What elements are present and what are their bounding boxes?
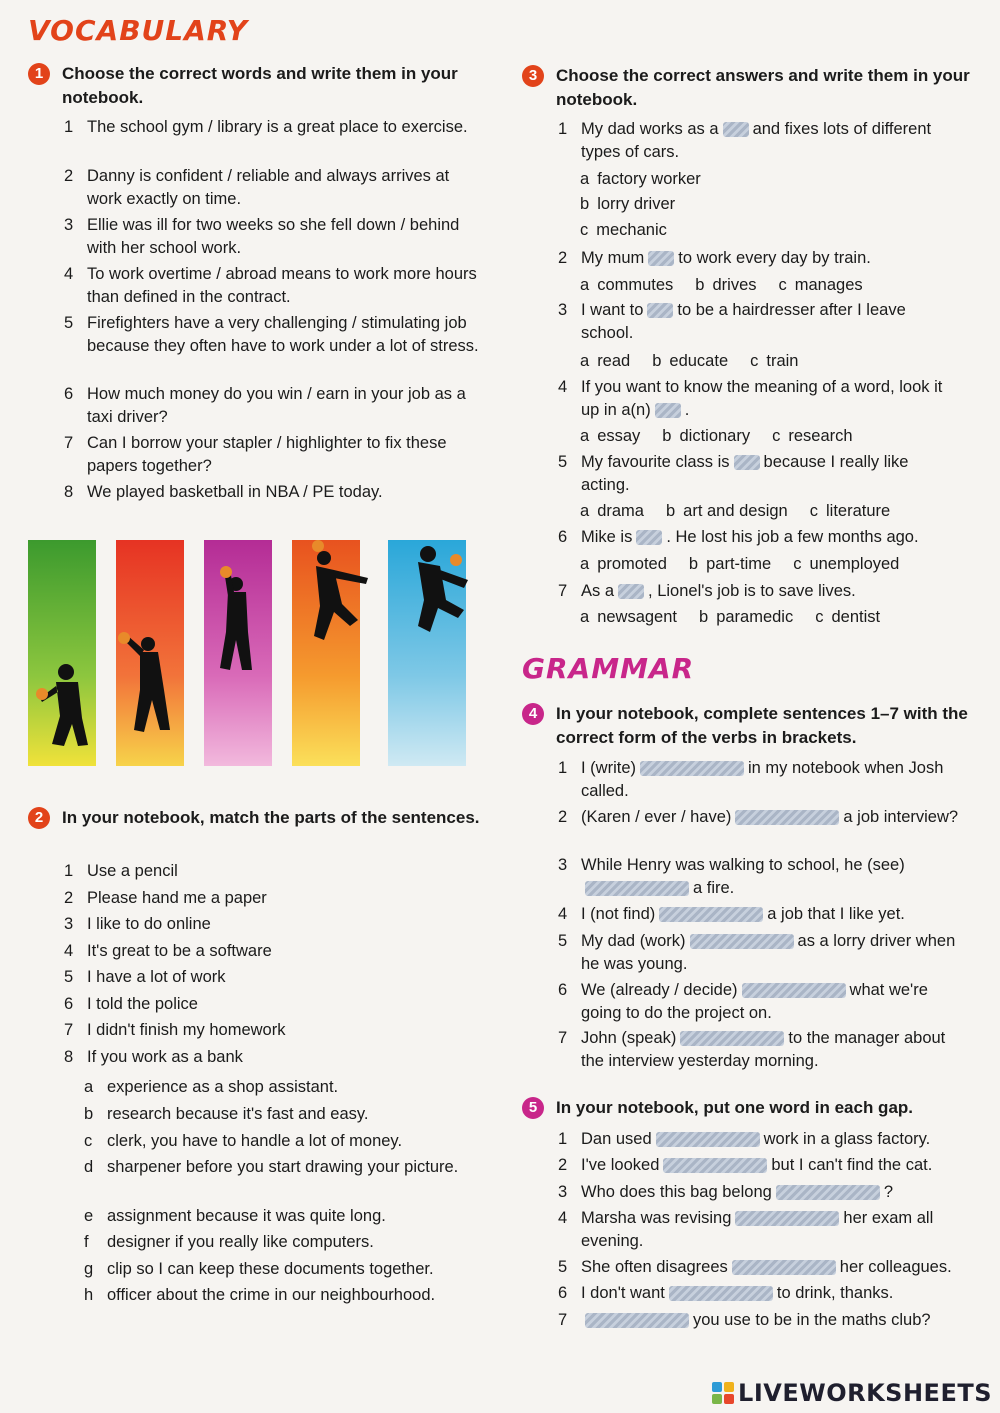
item-text: It's great to be a software xyxy=(87,941,272,960)
item-number: 5 xyxy=(64,968,74,986)
ex2-item xyxy=(64,940,484,963)
item-text: I don't want to drink, thanks. xyxy=(581,1284,894,1302)
item-number: 3 xyxy=(558,856,568,874)
item-text: Firefighters have a very challenging / stimulating job because they often have to work under a lot of stress. xyxy=(87,314,479,355)
item-text: Who does this bag belong ? xyxy=(581,1183,893,1201)
ex5-instruction: 5 In your notebook, put one word in each gap. xyxy=(522,1096,972,1120)
match-letter: e xyxy=(84,1207,94,1225)
item-text: As a , Lionel's job is to save lives. xyxy=(581,582,856,600)
ex1-item xyxy=(64,383,484,428)
item-text: I have a lot of work xyxy=(87,968,226,986)
ex3-option[interactable]: a newsagent xyxy=(580,608,677,626)
ex1-number: 1 xyxy=(28,63,50,85)
item-text: My dad (work) as a lorry driver when he was young. xyxy=(581,932,956,973)
answer-gap[interactable] xyxy=(585,1313,689,1328)
item-number: 5 xyxy=(64,314,74,332)
ex3-item xyxy=(558,580,958,603)
item-number: 5 xyxy=(558,453,568,471)
item-number: 6 xyxy=(558,528,568,546)
item-number: 1 xyxy=(64,862,74,880)
grammar-heading: GRAMMAR xyxy=(522,652,695,685)
ex2-match xyxy=(84,1130,484,1153)
answer-gap[interactable] xyxy=(655,403,681,418)
item-number: 7 xyxy=(64,434,74,452)
item-text: While Henry was walking to school, he (see)a fire. xyxy=(581,856,905,897)
item-text: Use a pencil xyxy=(87,862,178,880)
answer-gap[interactable] xyxy=(636,530,662,545)
match-letter: b xyxy=(84,1105,94,1123)
ex3-options-row xyxy=(580,274,863,296)
item-number: 2 xyxy=(558,808,568,826)
answer-gap[interactable] xyxy=(640,761,744,776)
ex2-match xyxy=(84,1205,484,1228)
item-number: 4 xyxy=(558,378,568,396)
ex5-item xyxy=(558,1309,973,1332)
ex3-options-row xyxy=(580,500,890,522)
ex3-option[interactable]: a essay xyxy=(580,427,641,445)
item-text: My mum to work every day by train. xyxy=(581,249,871,267)
ex3-option[interactable]: a drama xyxy=(580,502,644,520)
ex3-options-row xyxy=(580,606,880,628)
answer-gap[interactable] xyxy=(776,1185,880,1200)
ex4-number: 4 xyxy=(522,703,544,725)
item-text: Mike is . He lost his job a few months ago. xyxy=(581,528,919,546)
ex3-option[interactable]: c unemployed xyxy=(793,555,900,573)
ex2-item xyxy=(64,993,484,1016)
item-text: My favourite class is because I really like acting. xyxy=(581,453,909,494)
ex3-option[interactable]: b educate xyxy=(652,352,729,370)
answer-gap[interactable] xyxy=(647,303,673,318)
item-number: 7 xyxy=(558,582,568,600)
ex1-item xyxy=(64,432,484,477)
ex3-option[interactable]: b art and design xyxy=(665,502,788,520)
ex5-item xyxy=(558,1207,973,1252)
ex4-item xyxy=(558,930,968,975)
ex2-match xyxy=(84,1284,484,1307)
item-text: I want to to be a hairdresser after I leave school. xyxy=(581,301,906,342)
answer-gap[interactable] xyxy=(742,983,846,998)
item-text: I (write) in my notebook when Josh called. xyxy=(581,759,944,800)
ex3-options-row xyxy=(580,350,798,372)
item-number: 1 xyxy=(558,120,568,138)
answer-gap[interactable] xyxy=(659,907,763,922)
answer-gap[interactable] xyxy=(618,584,644,599)
item-number: 5 xyxy=(558,1258,568,1276)
ex3-option[interactable]: c dentist xyxy=(815,608,881,626)
ex2-match xyxy=(84,1258,484,1281)
item-text: Please hand me a paper xyxy=(87,888,267,907)
ex1-item xyxy=(64,214,484,259)
ex3-number: 3 xyxy=(522,65,544,87)
ex2-match xyxy=(84,1231,484,1254)
ex4-instruction: 4 In your notebook, complete sentences 1–7 with the correct form of the verbs in brackets. xyxy=(522,702,972,750)
item-text: We played basketball in NBA / PE today. xyxy=(87,483,383,501)
basketball-photo xyxy=(28,540,468,766)
ex3-option[interactable]: a read xyxy=(580,352,631,370)
match-letter: a xyxy=(84,1078,94,1096)
ex5-item xyxy=(558,1256,973,1279)
item-text: I (not find) a job that I like yet. xyxy=(581,905,905,923)
item-text: To work overtime / abroad means to work more hours than defined in the contract. xyxy=(87,265,477,306)
ex5-number: 5 xyxy=(522,1097,544,1119)
ex2-match xyxy=(84,1076,484,1099)
item-number: 3 xyxy=(558,1183,568,1201)
ex3-option[interactable]: c research xyxy=(772,427,853,445)
ex1-item xyxy=(64,165,484,210)
item-text: She often disagrees her colleagues. xyxy=(581,1258,952,1276)
answer-gap[interactable] xyxy=(669,1286,773,1301)
item-number: 7 xyxy=(558,1029,568,1047)
answer-gap[interactable] xyxy=(656,1132,760,1147)
ex3-option[interactable]: b part-time xyxy=(688,555,772,573)
item-text: I've looked but I can't find the cat. xyxy=(581,1156,933,1174)
match-text: sharpener before you start drawing your picture. xyxy=(107,1158,459,1176)
match-letter: c xyxy=(84,1132,93,1150)
ex5-item xyxy=(558,1128,973,1151)
ex5-item xyxy=(558,1282,973,1305)
ex3-item xyxy=(558,526,958,549)
item-number: 1 xyxy=(558,759,568,777)
answer-gap[interactable] xyxy=(648,251,674,266)
ex2-item xyxy=(64,913,484,936)
ex3-option[interactable]: b dictionary xyxy=(662,427,751,445)
match-text: clerk, you have to handle a lot of money. xyxy=(107,1132,403,1150)
ex4-item xyxy=(558,1027,968,1072)
ex3-option[interactable]: a factory worker xyxy=(580,170,701,188)
ex3-instruction: 3 Choose the correct answers and write them in your notebook. xyxy=(522,64,972,112)
ex3-options-row xyxy=(580,425,853,447)
item-number: 2 xyxy=(558,1156,568,1174)
ex2-item xyxy=(64,860,484,883)
answer-gap[interactable] xyxy=(732,1260,836,1275)
item-number: 5 xyxy=(558,932,568,950)
item-number: 2 xyxy=(558,249,568,267)
ex1-item xyxy=(64,263,484,308)
item-number: 6 xyxy=(64,385,74,403)
answer-gap[interactable] xyxy=(585,881,689,896)
ex2-item xyxy=(64,1019,484,1042)
answer-gap[interactable] xyxy=(735,1211,839,1226)
vocabulary-heading: VOCABULARY xyxy=(28,14,249,47)
ex2-item xyxy=(64,887,484,910)
ex4-item xyxy=(558,979,968,1024)
logo-text: LIVEWORKSHEETS xyxy=(738,1379,992,1407)
item-number: 8 xyxy=(64,483,74,501)
item-text: The school gym / library is a great place to exercise. xyxy=(87,118,468,136)
item-number: 1 xyxy=(64,118,74,136)
item-text: Can I borrow your stapler / highlighter to fix these papers together? xyxy=(87,434,447,475)
ex3-item xyxy=(558,118,958,163)
item-text: I didn't finish my homework xyxy=(87,1021,286,1039)
ex2-match xyxy=(84,1156,484,1179)
ex4-item xyxy=(558,854,968,899)
answer-gap[interactable] xyxy=(690,934,794,949)
ex1-item xyxy=(64,312,484,357)
item-number: 2 xyxy=(64,888,74,907)
item-text: How much money do you win / earn in your job as a taxi driver? xyxy=(87,385,466,426)
item-text: Danny is confident / reliable and always arrives at work exactly on time. xyxy=(87,167,450,208)
ex3-options-row xyxy=(580,553,899,575)
ex3-option[interactable]: c train xyxy=(750,352,799,370)
match-letter: f xyxy=(84,1233,89,1251)
answer-gap[interactable] xyxy=(663,1158,767,1173)
item-number: 7 xyxy=(558,1311,568,1329)
answer-gap[interactable] xyxy=(735,810,839,825)
ex3-item xyxy=(558,299,958,344)
ex3-item xyxy=(558,247,958,270)
item-text: If you want to know the meaning of a word, look it up in a(n) . xyxy=(581,378,943,419)
item-number: 3 xyxy=(64,915,74,933)
ex3-option[interactable]: c literature xyxy=(809,502,891,520)
item-text: John (speak) to the manager about the interview yesterday morning. xyxy=(581,1029,946,1070)
ex3-item xyxy=(558,376,958,421)
ex5-item xyxy=(558,1181,973,1204)
match-text: assignment because it was quite long. xyxy=(107,1207,386,1225)
match-letter: h xyxy=(84,1286,94,1304)
item-number: 7 xyxy=(64,1021,74,1039)
item-text: If you work as a bank xyxy=(87,1047,243,1066)
ex3-option[interactable]: c mechanic xyxy=(580,221,667,239)
ex1-item xyxy=(64,481,484,504)
item-text: (Karen / ever / have) a job interview? xyxy=(581,808,959,826)
ex2-instruction: 2 In your notebook, match the parts of the sentences. xyxy=(28,806,488,830)
ex3-option[interactable]: b lorry driver xyxy=(580,195,676,213)
answer-gap[interactable] xyxy=(680,1031,784,1046)
ex3-option[interactable]: c manages xyxy=(778,276,863,294)
item-number: 6 xyxy=(558,981,568,999)
match-text: designer if you really like computers. xyxy=(107,1233,374,1251)
ex2-match xyxy=(84,1103,484,1126)
logo-icon xyxy=(712,1382,734,1404)
item-text: Ellie was ill for two weeks so she fell down / behind with her school work. xyxy=(87,216,460,257)
item-number: 2 xyxy=(64,167,74,185)
ex4-item xyxy=(558,806,968,829)
item-text: Marsha was revising her exam all evening. xyxy=(581,1209,934,1250)
item-number: 3 xyxy=(558,301,568,319)
item-text: We (already / decide) what we're going to do the project on. xyxy=(581,981,928,1022)
item-number: 4 xyxy=(558,1209,568,1227)
ex3-option[interactable]: a promoted xyxy=(580,555,667,573)
item-number: 4 xyxy=(558,905,568,923)
match-text: officer about the crime in our neighbourhood. xyxy=(107,1286,436,1304)
item-text: My dad works as a and fixes lots of different types of cars. xyxy=(581,120,932,161)
item-number: 1 xyxy=(558,1130,568,1148)
item-number: 3 xyxy=(64,216,74,234)
ex4-item xyxy=(558,903,968,926)
item-text: I like to do online xyxy=(87,915,211,933)
ex4-item xyxy=(558,757,968,802)
item-text: I told the police xyxy=(87,994,198,1013)
match-letter: d xyxy=(84,1158,94,1176)
match-letter: g xyxy=(84,1260,94,1278)
item-number: 4 xyxy=(64,265,74,283)
ex2-number: 2 xyxy=(28,807,50,829)
ex2-item xyxy=(64,966,484,989)
ex5-item xyxy=(558,1154,973,1177)
item-number: 4 xyxy=(64,941,74,960)
item-number: 8 xyxy=(64,1047,74,1066)
ex2-item xyxy=(64,1046,484,1069)
match-text: research because it's fast and easy. xyxy=(107,1105,369,1123)
ex3-option[interactable]: b paramedic xyxy=(699,608,794,626)
match-text: experience as a shop assistant. xyxy=(107,1078,339,1096)
match-text: clip so I can keep these documents together. xyxy=(107,1260,434,1278)
item-number: 6 xyxy=(64,994,74,1013)
liveworksheets-logo xyxy=(712,1379,992,1407)
ex1-item xyxy=(64,116,484,139)
ex3-item xyxy=(558,451,958,496)
answer-gap[interactable] xyxy=(723,122,749,137)
item-text: Dan used work in a glass factory. xyxy=(581,1130,931,1148)
ex3-option[interactable]: b drives xyxy=(695,276,757,294)
item-text: you use to be in the maths club? xyxy=(558,1309,973,1332)
ex1-instruction: 1 Choose the correct words and write them in your notebook. xyxy=(28,62,488,110)
item-number: 6 xyxy=(558,1284,568,1302)
ex3-option[interactable]: a commutes xyxy=(580,276,674,294)
answer-gap[interactable] xyxy=(734,455,760,470)
